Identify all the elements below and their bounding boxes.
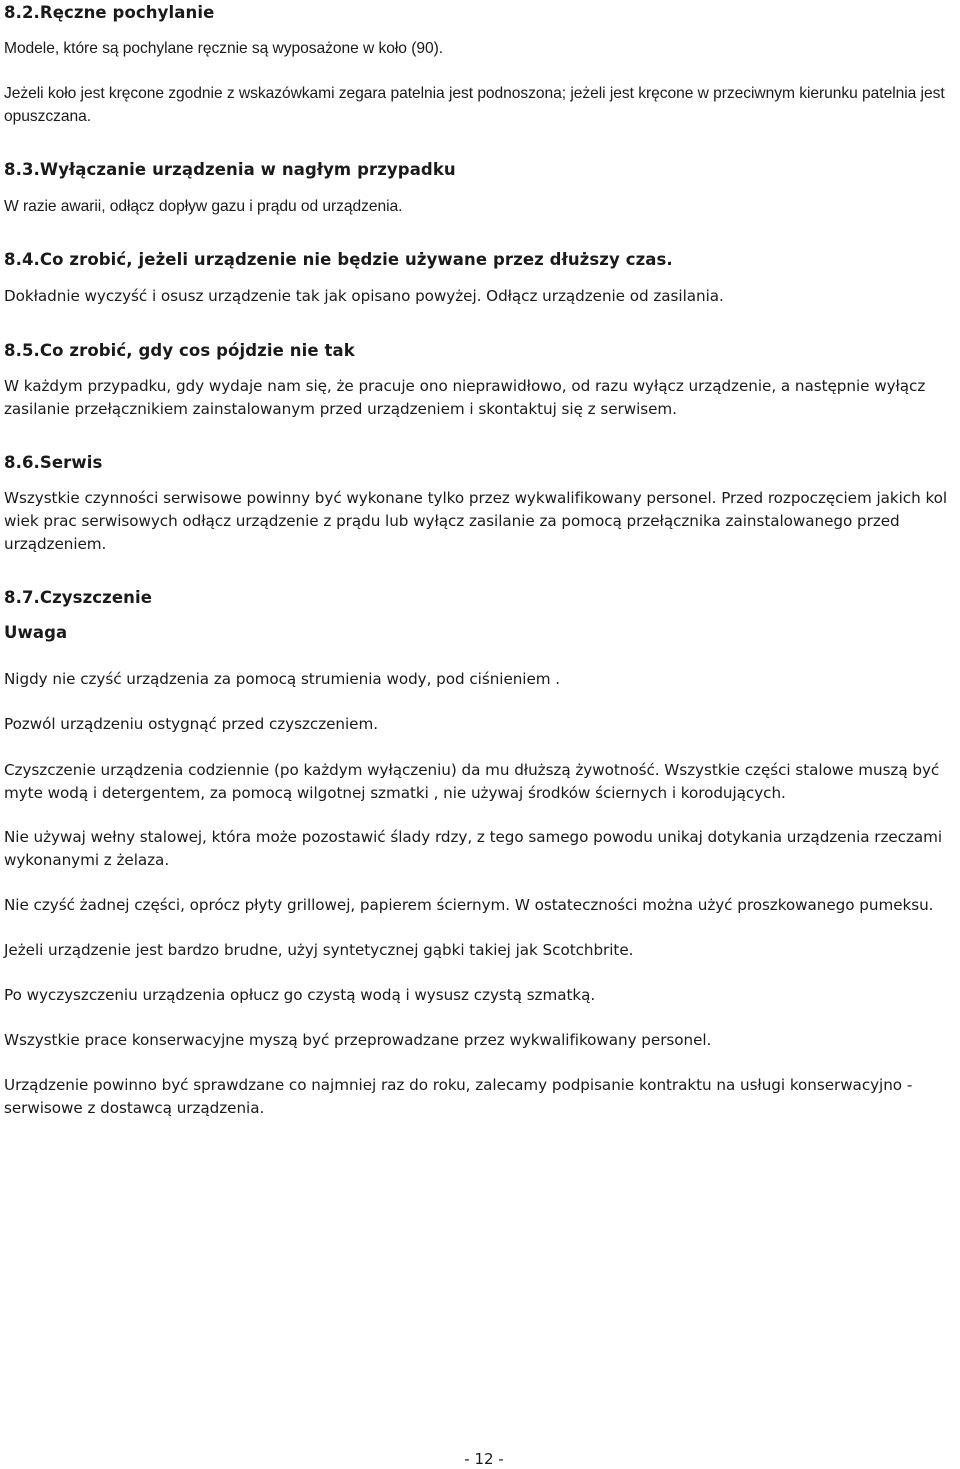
subheading-warning: Uwaga [4, 623, 68, 642]
paragraph: Nie czyść żadnej części, oprócz płyty grillowej, papierem ściernym. W ostateczności można użyć proszkowanego pumeksu. [4, 896, 934, 914]
paragraph: Modele, które są pochylane ręcznie są wyposażone w koło (90). [4, 40, 444, 57]
section-heading-8-5: 8.5.Co zrobić, gdy cos pójdzie nie tak [4, 341, 355, 360]
paragraph: Pozwól urządzeniu ostygnąć przed czyszczeniem. [4, 715, 378, 733]
paragraph: Nie używaj wełny stalowej, która może pozostawić ślady rdzy, z tego samego powodu unikaj dotykania urządzenia rzeczami wykonanymi z żelaza. [4, 828, 943, 869]
section-heading-8-4: 8.4.Co zrobić, jeżeli urządzenie nie będzie używane przez dłuższy czas. [4, 250, 673, 269]
paragraph: Jeżeli urządzenie jest bardzo brudne, użyj syntetycznej gąbki takiej jak Scotchbrite. [4, 941, 634, 959]
paragraph: Wszystkie czynności serwisowe powinny być wykonane tylko przez wykwalifikowany personel. Przed rozpoczęciem jakich kol wiek prac serwisowych odłącz urządzenie z prądu lub wyłącz zasilanie za pomocą przełącznika zainstalowanego przed urządzeniem. [4, 489, 948, 553]
paragraph: W każdym przypadku, gdy wydaje nam się, że pracuje ono nieprawidłowo, od razu wyłącz urządzenie, a następnie wyłącz zasilanie przełącznikiem zainstalowanym przed urządzeniem i skontaktuj się z serwisem. [4, 377, 926, 418]
paragraph: Dokładnie wyczyść i osusz urządzenie tak jak opisano powyżej. Odłącz urządzenie od zasilania. [4, 287, 724, 305]
paragraph: Jeżeli koło jest kręcone zgodnie z wskazówkami zegara patelnia jest podnoszona; jeżeli jest kręcone w przeciwnym kierunku patelnia jest opuszczana. [4, 85, 945, 125]
paragraph: Nigdy nie czyść urządzenia za pomocą strumienia wody, pod ciśnieniem . [4, 670, 561, 688]
paragraph: Po wyczyszczeniu urządzenia opłucz go czystą wodą i wysusz czystą szmatką. [4, 986, 596, 1004]
section-heading-8-6: 8.6.Serwis [4, 453, 103, 472]
paragraph: Czyszczenie urządzenia codziennie (po każdym wyłączeniu) da mu dłuższą żywotność. Wszystkie części stalowe muszą być myte wodą i detergentem, za pomocą wilgotnej szmatki , nie używaj środków ściernych i korodujących. [4, 761, 940, 802]
section-heading-8-3: 8.3.Wyłączanie urządzenia w nagłym przypadku [4, 160, 456, 179]
paragraph: Wszystkie prace konserwacyjne myszą być przeprowadzane przez wykwalifikowany personel. [4, 1031, 712, 1049]
page-number: - 12 - [464, 1450, 504, 1468]
paragraph: W razie awarii, odłącz dopływ gazu i prądu od urządzenia. [4, 198, 403, 215]
section-heading-8-7: 8.7.Czyszczenie [4, 588, 153, 607]
section-heading-8-2: 8.2.Ręczne pochylanie [4, 3, 215, 22]
paragraph: Urządzenie powinno być sprawdzane co najmniej raz do roku, zalecamy podpisanie kontraktu na usługi konserwacyjno - serwisowe z dostawcą urządzenia. [4, 1076, 913, 1117]
